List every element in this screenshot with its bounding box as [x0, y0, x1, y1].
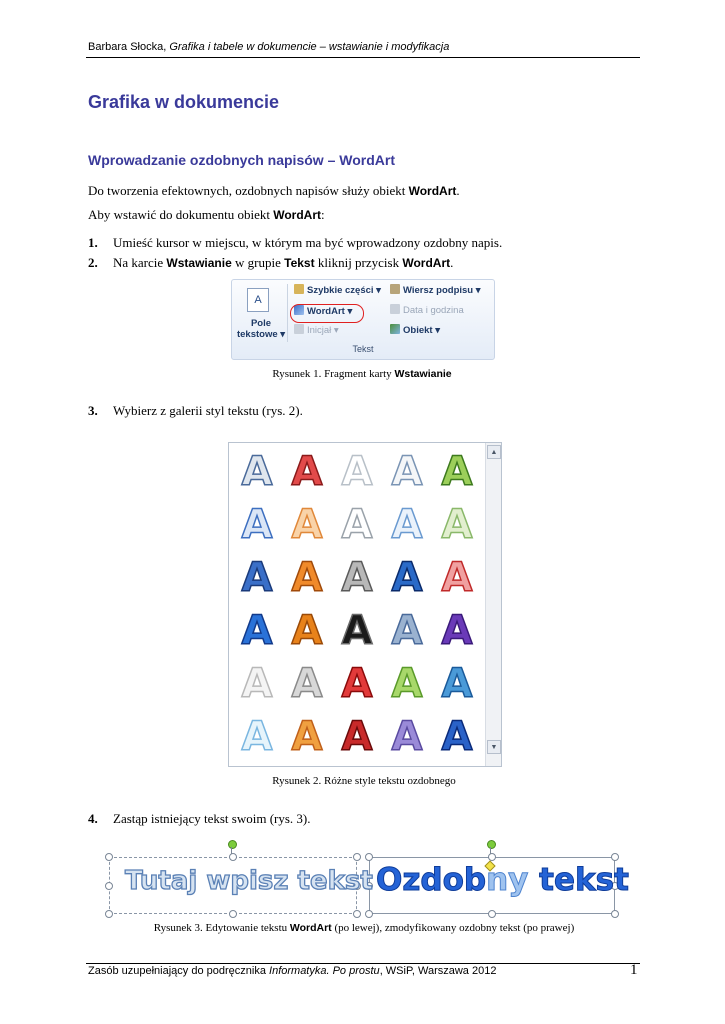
resize-handle[interactable]: [365, 853, 373, 861]
wordart-style-8[interactable]: A: [341, 502, 373, 548]
wordart-style-6[interactable]: A: [241, 502, 273, 548]
instruction-paragraph: Aby wstawić do dokumentu obiekt WordArt:: [88, 207, 325, 222]
step-text: Wybierz z galerii styl tekstu (rys. 2).: [113, 403, 303, 418]
dropcap-icon: [294, 324, 304, 334]
step-number: 3.: [88, 403, 98, 418]
resize-handle[interactable]: [105, 910, 113, 918]
rotation-handle[interactable]: [487, 840, 496, 849]
figure-3-caption: Rysunek 3. Edytowanie tekstu WordArt (po lewej), zmodyfikowany ozdobny tekst (po prawej): [153, 922, 575, 934]
date-time-button[interactable]: Data i godzina: [390, 304, 464, 318]
wordart-style-14[interactable]: A: [391, 555, 423, 601]
wordart-highlight: [290, 304, 364, 323]
resize-handle[interactable]: [611, 910, 619, 918]
wordart-style-19[interactable]: A: [391, 608, 423, 654]
wordart-style-29[interactable]: A: [391, 714, 423, 760]
wordart-style-2[interactable]: A: [291, 449, 323, 495]
textbox-icon: A: [247, 288, 269, 312]
ribbon-group-label: Tekst: [352, 344, 374, 354]
scroll-up-button[interactable]: ▲: [487, 445, 501, 459]
running-header: Barbara Słocka, Grafika i tabele w dokumencie – wstawianie i modyfikacja: [88, 41, 450, 53]
resize-handle[interactable]: [229, 910, 237, 918]
wordart-style-20[interactable]: A: [441, 608, 473, 654]
object-button[interactable]: Obiekt ▾: [390, 324, 440, 338]
resize-handle[interactable]: [105, 853, 113, 861]
wordart-style-9[interactable]: A: [391, 502, 423, 548]
wordart-style-30[interactable]: A: [441, 714, 473, 760]
wordart-decorated-text[interactable]: Ozdobny tekst: [376, 862, 629, 898]
resize-handle[interactable]: [353, 853, 361, 861]
wordart-style-1[interactable]: A: [241, 449, 273, 495]
wordart-placeholder-text[interactable]: Tutaj wpisz tekst: [125, 866, 373, 896]
wordart-style-13[interactable]: A: [341, 555, 373, 601]
wordart-style-gallery: [228, 442, 502, 767]
scroll-down-button[interactable]: ▼: [487, 740, 501, 754]
step-text: Zastąp istniejący tekst swoim (rys. 3).: [113, 811, 311, 826]
step-number: 4.: [88, 811, 98, 826]
rotation-handle[interactable]: [228, 840, 237, 849]
gallery-scrollbar[interactable]: [485, 443, 501, 766]
header-title: Grafika i tabele w dokumencie – wstawianie i modyfikacja: [169, 41, 450, 53]
step-text: Na karcie Wstawianie w grupie Tekst kliknij przycisk WordArt.: [113, 255, 454, 270]
wordart-style-24[interactable]: A: [391, 661, 423, 707]
wordart-style-28[interactable]: A: [341, 714, 373, 760]
wordart-style-5[interactable]: A: [441, 449, 473, 495]
running-footer: Zasób uzupełniający do podręcznika Informatyka. Po prostu, WSiP, Warszawa 2012: [88, 965, 497, 977]
wordart-style-22[interactable]: A: [291, 661, 323, 707]
header-rule: [86, 57, 640, 58]
ribbon-text-group: [231, 279, 495, 360]
wordart-style-15[interactable]: A: [441, 555, 473, 601]
ribbon-separator: [287, 284, 288, 342]
wordart-style-27[interactable]: A: [291, 714, 323, 760]
step-text: Umieść kursor w miejscu, w którym ma być wprowadzony ozdobny napis.: [113, 235, 503, 250]
footer-rule: [86, 963, 640, 964]
wordart-style-7[interactable]: A: [291, 502, 323, 548]
wordart-button[interactable]: WordArt ▾: [294, 305, 352, 319]
step-number: 1.: [88, 235, 98, 250]
wordart-style-18[interactable]: A: [341, 608, 373, 654]
figure-1-caption: Rysunek 1. Fragment karty Wstawianie: [272, 368, 452, 380]
textbox-button[interactable]: Pole tekstowe ▾: [236, 318, 286, 340]
signature-icon: [390, 284, 400, 294]
resize-handle[interactable]: [353, 910, 361, 918]
signature-line-button[interactable]: Wiersz podpisu ▾: [390, 284, 481, 298]
resize-handle[interactable]: [611, 853, 619, 861]
quick-parts-icon: [294, 284, 304, 294]
section-heading: Grafika w dokumencie: [88, 92, 280, 112]
dropcap-button[interactable]: Inicjał ▾: [294, 324, 339, 338]
object-icon: [390, 324, 400, 334]
calendar-icon: [390, 304, 400, 314]
page-number: 1: [630, 962, 638, 978]
wordart-style-21[interactable]: A: [241, 661, 273, 707]
wordart-style-10[interactable]: A: [441, 502, 473, 548]
wordart-style-3[interactable]: A: [341, 449, 373, 495]
subsection-heading: Wprowadzanie ozdobnych napisów – WordArt: [88, 152, 395, 168]
wordart-style-17[interactable]: A: [291, 608, 323, 654]
wordart-style-12[interactable]: A: [291, 555, 323, 601]
resize-handle[interactable]: [229, 853, 237, 861]
wordart-style-23[interactable]: A: [341, 661, 373, 707]
wordart-style-25[interactable]: A: [441, 661, 473, 707]
quick-parts-button[interactable]: Szybkie części ▾: [294, 284, 381, 298]
resize-handle[interactable]: [365, 910, 373, 918]
wordart-style-11[interactable]: A: [241, 555, 273, 601]
intro-paragraph: Do tworzenia efektownych, ozdobnych napisów służy obiekt WordArt.: [88, 183, 460, 198]
wordart-style-26[interactable]: A: [241, 714, 273, 760]
step-number: 2.: [88, 255, 98, 270]
wordart-style-16[interactable]: A: [241, 608, 273, 654]
resize-handle[interactable]: [105, 882, 113, 890]
resize-handle[interactable]: [488, 910, 496, 918]
wordart-style-4[interactable]: A: [391, 449, 423, 495]
figure-2-caption: Rysunek 2. Różne style tekstu ozdobnego: [272, 775, 456, 787]
